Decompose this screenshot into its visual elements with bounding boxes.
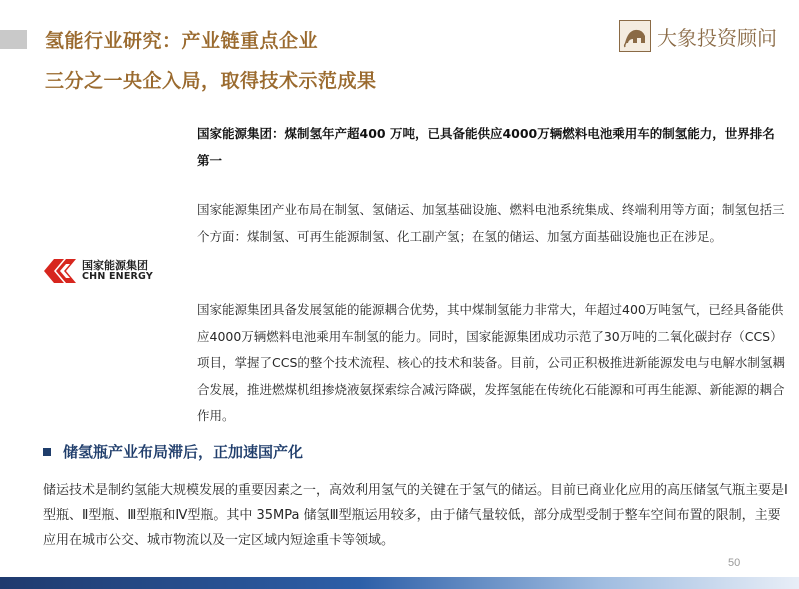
header-accent-bar — [0, 30, 27, 49]
company-paragraph-1: 国家能源集团产业布局在制氢、氢储运、加氢基础设施、燃料电池系统集成、终端利用等方面；制氢包括三个方面：煤制氢、可再生能源制氢、化工副产氢；在氢的储运、加氢方面基础设施也正在涉足。 — [197, 202, 785, 244]
section-title: 储氢瓶产业布局滞后，正加速国产化 — [63, 443, 304, 461]
brand-name: 大象投资顾问 — [657, 25, 777, 50]
company-heading: 国家能源集团：煤制氢年产超400 万吨，已具备能供应4000万辆燃料电池乘用车的制氢能力，世界排名第一 — [197, 126, 775, 168]
company-paragraph-2: 国家能源集团具备发展氢能的能源耦合优势，其中煤制氢能力非常大，年超过400万吨氢气，已经具备能供应4000万辆燃料电池乘用车制氢的能力。同时，国家能源集团成功示范了30万吨的二氧化碳封存（CCS）项目，掌握了CCS的整个技术流程、核心的技术和装备。目前，公司正积极推进新能源发电与电解水制氢耦合发展，推进燃煤机组掺烧液氨探索综合减污降碳，发挥氢能在传统化石能源和可再生能源、新能源的耦合作用。 — [197, 302, 785, 423]
company-name-cn: 国家能源集团 — [82, 259, 148, 273]
page-subtitle: 三分之一央企入局，取得技术示范成果 — [45, 70, 377, 92]
footer-bar — [0, 577, 799, 589]
section-paragraph: 储运技术是制约氢能大规模发展的重要因素之一，高效利用氢气的关键在于氢气的储运。目前已商业化应用的高压储氢气瓶主要是Ⅰ型瓶、Ⅱ型瓶、Ⅲ型瓶和Ⅳ型瓶。其中 35MPa 储氢Ⅲ型瓶运用较多，由于储气量较低，部分成型受制于整车空间布置的限制，主要应用在城市公交、城市物流以及一定区域内短途重卡等领域。 — [43, 483, 788, 548]
page-title: 氢能行业研究：产业链重点企业 — [45, 30, 319, 52]
chn-energy-logo — [42, 254, 177, 288]
chn-energy-mark-icon — [42, 254, 80, 288]
page-number: 50 — [728, 557, 741, 569]
section-heading — [43, 441, 303, 462]
company-name-en: CHN ENERGY — [82, 270, 153, 282]
elephant-emblem-icon — [619, 20, 651, 52]
square-bullet-icon — [43, 448, 51, 456]
brand-logo — [619, 18, 791, 54]
